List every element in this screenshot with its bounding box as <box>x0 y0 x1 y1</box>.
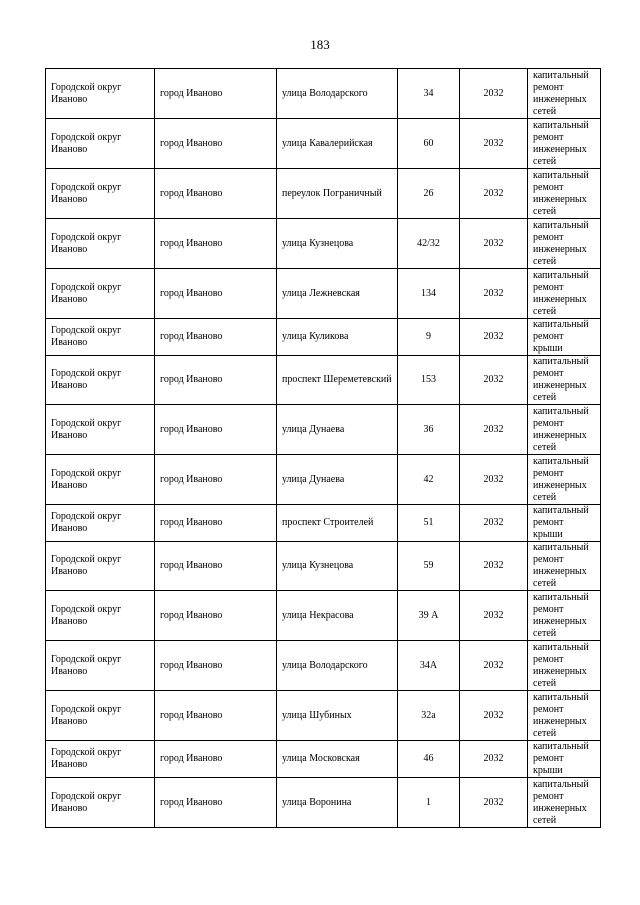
city-cell-text: город Иваново <box>160 796 223 808</box>
work-type-cell <box>528 269 601 319</box>
work-type-cell-text: капитальный ремонт инженерных сетей <box>533 641 589 689</box>
region-cell-text: Городской округ Иваново <box>51 790 122 814</box>
work-type-cell-text: капитальный ремонт инженерных сетей <box>533 119 589 167</box>
region-cell <box>46 455 155 505</box>
region-cell-text: Городской округ Иваново <box>51 231 122 255</box>
house-number-cell-text: 34 <box>423 87 434 99</box>
city-cell-text: город Иваново <box>160 87 223 99</box>
city-cell <box>155 641 277 691</box>
city-cell-text: город Иваново <box>160 709 223 721</box>
street-cell <box>277 269 398 319</box>
street-cell-text: улица Дунаева <box>282 423 345 435</box>
city-cell <box>155 691 277 741</box>
work-type-cell-text: капитальный ремонт крыши <box>533 505 589 540</box>
street-cell <box>277 405 398 455</box>
house-number-cell-text: 32а <box>421 709 436 721</box>
house-number-cell <box>398 641 460 691</box>
region-cell-text: Городской округ Иваново <box>51 747 122 770</box>
street-cell-text: улица Дунаева <box>282 473 345 485</box>
year-cell-text: 2032 <box>483 753 504 764</box>
street-cell-text: улица Некрасова <box>282 609 354 621</box>
year-cell <box>460 505 528 542</box>
region-cell-text: Городской округ Иваново <box>51 467 122 491</box>
work-type-cell-text: капитальный ремонт инженерных сетей <box>533 219 589 267</box>
house-number-cell-text: 1 <box>426 796 431 808</box>
city-cell-text: город Иваново <box>160 237 223 249</box>
house-number-cell-text: 134 <box>421 287 436 299</box>
year-cell-text: 2032 <box>483 659 504 671</box>
city-cell <box>155 356 277 405</box>
street-cell <box>277 119 398 169</box>
region-cell <box>46 691 155 741</box>
street-cell <box>277 505 398 542</box>
address-table <box>45 68 601 828</box>
year-cell <box>460 269 528 319</box>
house-number-cell <box>398 219 460 269</box>
street-cell <box>277 219 398 269</box>
city-cell <box>155 405 277 455</box>
table-row <box>46 269 601 319</box>
street-cell-text: улица Московская <box>282 753 360 764</box>
work-type-cell <box>528 319 601 356</box>
work-type-cell-text: капитальный ремонт инженерных сетей <box>533 269 589 317</box>
region-cell-text: Городской округ Иваново <box>51 281 122 305</box>
region-cell <box>46 356 155 405</box>
city-cell-text: город Иваново <box>160 374 223 385</box>
city-cell <box>155 455 277 505</box>
city-cell <box>155 119 277 169</box>
street-cell <box>277 356 398 405</box>
region-cell-text: Городской округ Иваново <box>51 368 122 391</box>
city-cell-text: город Иваново <box>160 560 223 571</box>
house-number-cell <box>398 741 460 778</box>
street-cell-text: улица Шубиных <box>282 709 352 721</box>
year-cell <box>460 591 528 641</box>
year-cell <box>460 405 528 455</box>
work-type-cell-text: капитальный ремонт инженерных сетей <box>533 542 589 589</box>
region-cell-text: Городской округ Иваново <box>51 417 122 441</box>
house-number-cell <box>398 319 460 356</box>
house-number-cell <box>398 542 460 591</box>
region-cell <box>46 778 155 828</box>
house-number-cell-text: 34А <box>419 659 438 671</box>
year-cell <box>460 119 528 169</box>
work-type-cell <box>528 641 601 691</box>
work-type-cell-text: капитальный ремонт инженерных сетей <box>533 778 589 826</box>
work-type-cell <box>528 778 601 828</box>
house-number-cell-text: 9 <box>426 331 431 342</box>
region-cell <box>46 319 155 356</box>
city-cell-text: город Иваново <box>160 137 223 149</box>
city-cell-text: город Иваново <box>160 187 223 199</box>
house-number-cell <box>398 405 460 455</box>
work-type-cell-text: капитальный ремонт инженерных сетей <box>533 691 589 739</box>
year-cell-text: 2032 <box>483 87 504 99</box>
work-type-cell-text: капитальный ремонт крыши <box>533 741 589 776</box>
house-number-cell <box>398 455 460 505</box>
city-cell-text: город Иваново <box>160 753 223 764</box>
work-type-cell <box>528 356 601 405</box>
work-type-cell-text: капитальный ремонт крыши <box>533 319 589 354</box>
year-cell <box>460 778 528 828</box>
region-cell <box>46 219 155 269</box>
house-number-cell <box>398 505 460 542</box>
street-cell <box>277 69 398 119</box>
table-row <box>46 641 601 691</box>
table-row <box>46 691 601 741</box>
year-cell-text: 2032 <box>483 560 504 571</box>
table-row <box>46 778 601 828</box>
street-cell-text: улица Лежневская <box>282 287 360 299</box>
house-number-cell <box>398 356 460 405</box>
table-row <box>46 169 601 219</box>
work-type-cell-text: капитальный ремонт инженерных сетей <box>533 591 589 639</box>
street-cell <box>277 542 398 591</box>
year-cell <box>460 356 528 405</box>
street-cell <box>277 778 398 828</box>
street-cell-text: улица Володарского <box>282 87 368 99</box>
region-cell-text: Городской округ Иваново <box>51 653 122 677</box>
year-cell <box>460 169 528 219</box>
city-cell <box>155 169 277 219</box>
year-cell-text: 2032 <box>483 374 504 385</box>
region-cell-text: Городской округ Иваново <box>51 131 122 155</box>
work-type-cell-text: капитальный ремонт инженерных сетей <box>533 356 589 403</box>
table-row <box>46 319 601 356</box>
street-cell-text: улица Куликова <box>282 331 349 342</box>
year-cell <box>460 69 528 119</box>
city-cell-text: город Иваново <box>160 659 223 671</box>
house-number-cell-text: 36 <box>423 423 434 435</box>
city-cell <box>155 319 277 356</box>
street-cell-text: проспект Строителей <box>282 517 374 528</box>
year-cell <box>460 741 528 778</box>
house-number-cell <box>398 778 460 828</box>
house-number-cell-text: 39 А <box>418 609 439 621</box>
table-row <box>46 542 601 591</box>
street-cell-text: проспект Шереметевский <box>282 374 392 385</box>
house-number-cell <box>398 691 460 741</box>
house-number-cell-text: 60 <box>423 137 434 149</box>
year-cell-text: 2032 <box>483 796 504 808</box>
table-row <box>46 219 601 269</box>
street-cell-text: улица Воронина <box>282 796 352 808</box>
year-cell-text: 2032 <box>483 137 504 149</box>
city-cell-text: город Иваново <box>160 287 223 299</box>
street-cell <box>277 741 398 778</box>
work-type-cell-text: капитальный ремонт инженерных сетей <box>533 405 589 453</box>
year-cell <box>460 455 528 505</box>
city-cell <box>155 69 277 119</box>
year-cell <box>460 219 528 269</box>
table-row <box>46 505 601 542</box>
work-type-cell <box>528 505 601 542</box>
city-cell <box>155 542 277 591</box>
region-cell-text: Городской округ Иваново <box>51 181 122 205</box>
region-cell <box>46 405 155 455</box>
work-type-cell <box>528 169 601 219</box>
house-number-cell-text: 46 <box>423 753 434 764</box>
work-type-cell <box>528 119 601 169</box>
work-type-cell <box>528 455 601 505</box>
table-row <box>46 405 601 455</box>
house-number-cell <box>398 169 460 219</box>
page-number: 183 <box>310 37 330 52</box>
region-cell <box>46 641 155 691</box>
region-cell <box>46 505 155 542</box>
region-cell-text: Городской округ Иваново <box>51 703 122 727</box>
city-cell-text: город Иваново <box>160 517 223 528</box>
work-type-cell <box>528 69 601 119</box>
year-cell <box>460 641 528 691</box>
year-cell-text: 2032 <box>483 709 504 721</box>
city-cell <box>155 505 277 542</box>
region-cell-text: Городской округ Иваново <box>51 603 122 627</box>
year-cell-text: 2032 <box>483 331 504 342</box>
region-cell <box>46 542 155 591</box>
year-cell-text: 2032 <box>483 517 504 528</box>
region-cell <box>46 69 155 119</box>
street-cell-text: переулок Пограничный <box>282 187 382 199</box>
house-number-cell <box>398 119 460 169</box>
house-number-cell-text: 153 <box>421 374 436 385</box>
year-cell-text: 2032 <box>483 287 504 299</box>
street-cell-text: улица Кузнецова <box>282 560 354 571</box>
region-cell-text: Городской округ Иваново <box>51 554 122 577</box>
table-row <box>46 741 601 778</box>
city-cell <box>155 778 277 828</box>
work-type-cell <box>528 741 601 778</box>
city-cell <box>155 591 277 641</box>
work-type-cell <box>528 219 601 269</box>
work-type-cell <box>528 542 601 591</box>
year-cell <box>460 542 528 591</box>
house-number-cell <box>398 269 460 319</box>
table-row <box>46 455 601 505</box>
house-number-cell <box>398 69 460 119</box>
year-cell <box>460 691 528 741</box>
street-cell <box>277 319 398 356</box>
city-cell-text: город Иваново <box>160 609 223 621</box>
region-cell-text: Городской округ Иваново <box>51 511 122 534</box>
city-cell <box>155 741 277 778</box>
region-cell <box>46 269 155 319</box>
year-cell-text: 2032 <box>483 237 504 249</box>
city-cell-text: город Иваново <box>160 473 223 485</box>
year-cell-text: 2032 <box>483 423 504 435</box>
region-cell <box>46 741 155 778</box>
house-number-cell-text: 59 <box>423 560 434 571</box>
house-number-cell <box>398 591 460 641</box>
house-number-cell-text: 42 <box>423 473 434 485</box>
street-cell <box>277 641 398 691</box>
street-cell-text: улица Кузнецова <box>282 237 354 249</box>
work-type-cell <box>528 591 601 641</box>
table-row <box>46 119 601 169</box>
street-cell <box>277 591 398 641</box>
street-cell-text: улица Володарского <box>282 659 368 671</box>
year-cell-text: 2032 <box>483 187 504 199</box>
region-cell <box>46 119 155 169</box>
table-row <box>46 591 601 641</box>
region-cell-text: Городской округ Иваново <box>51 325 122 348</box>
table-body <box>46 69 601 828</box>
region-cell <box>46 591 155 641</box>
work-type-cell-text: капитальный ремонт инженерных сетей <box>533 455 589 503</box>
table-row <box>46 356 601 405</box>
house-number-cell-text: 51 <box>423 517 434 528</box>
region-cell-text: Городской округ Иваново <box>51 81 122 105</box>
year-cell <box>460 319 528 356</box>
work-type-cell <box>528 405 601 455</box>
work-type-cell-text: капитальный ремонт инженерных сетей <box>533 169 589 217</box>
house-number-cell-text: 42/32 <box>417 237 440 249</box>
street-cell <box>277 455 398 505</box>
street-cell <box>277 691 398 741</box>
street-cell <box>277 169 398 219</box>
table-row <box>46 69 601 119</box>
street-cell-text: улица Кавалерийская <box>282 137 373 149</box>
region-cell <box>46 169 155 219</box>
year-cell-text: 2032 <box>483 473 504 485</box>
city-cell-text: город Иваново <box>160 331 223 342</box>
work-type-cell-text: капитальный ремонт инженерных сетей <box>533 69 589 117</box>
house-number-cell-text: 26 <box>423 187 434 199</box>
city-cell <box>155 269 277 319</box>
city-cell <box>155 219 277 269</box>
city-cell-text: город Иваново <box>160 423 223 435</box>
year-cell-text: 2032 <box>483 609 504 621</box>
work-type-cell <box>528 691 601 741</box>
